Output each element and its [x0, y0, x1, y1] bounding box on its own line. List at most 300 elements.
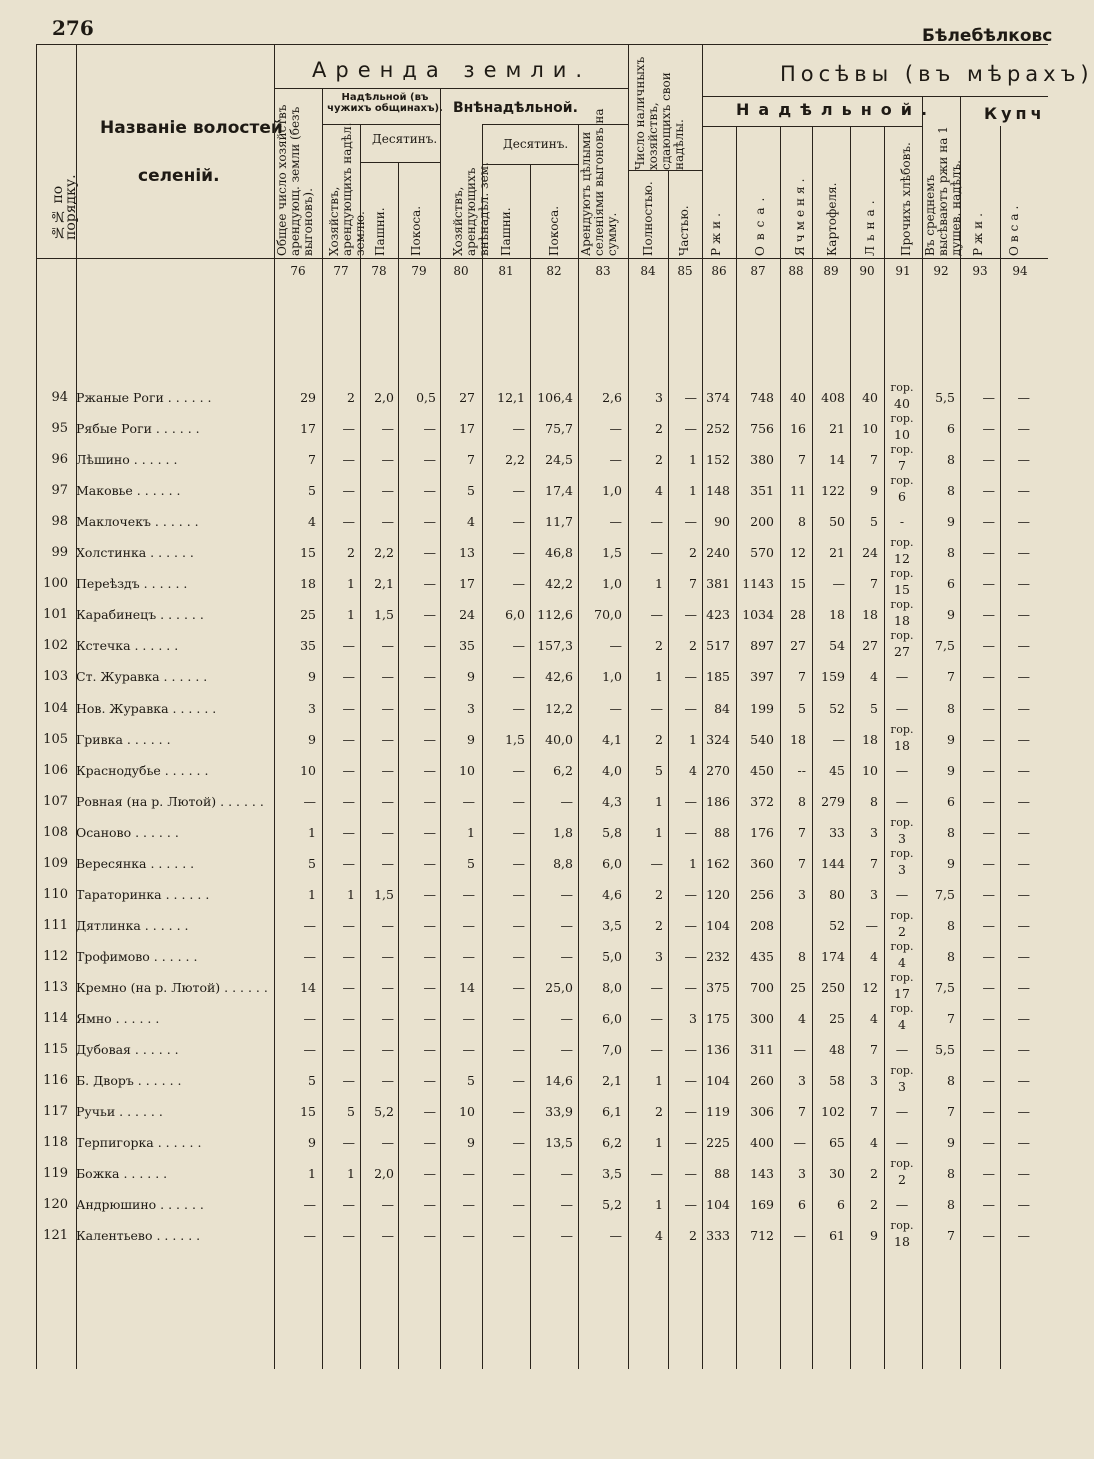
header-nadelnoi: Надѣльной.: [736, 100, 937, 119]
table-cell: —: [303, 1228, 316, 1243]
gor-label: гор.: [890, 909, 914, 922]
table-cell: 8: [947, 825, 955, 840]
column-number: 84: [640, 264, 656, 278]
table-cell: 8,0: [602, 980, 622, 995]
table-cell: —: [684, 390, 697, 405]
table-cell: 7: [947, 1228, 955, 1243]
table-cell: —: [650, 1042, 663, 1057]
table-cell: —: [381, 918, 394, 933]
table-cell: —: [512, 918, 525, 933]
table-cell: 1143: [742, 576, 774, 591]
settlement-name: Калентьево . . . . . .: [76, 1228, 201, 1243]
row-number: 106: [43, 763, 68, 778]
table-cell: 756: [750, 421, 774, 436]
table-cell: 380: [750, 452, 774, 467]
table-cell: —: [423, 1197, 436, 1212]
table-cell: 45: [829, 763, 845, 778]
table-cell: —: [982, 1042, 995, 1057]
gor-label: гор.: [890, 940, 914, 953]
table-cell: —: [982, 669, 995, 684]
table-cell: 104: [706, 1073, 730, 1088]
table-cell: 6,0: [602, 856, 622, 871]
settlement-name: Тараторинка . . . . . .: [76, 887, 210, 902]
table-cell: —: [650, 607, 663, 622]
table-cell: 4: [655, 483, 663, 498]
row-number: 113: [43, 980, 68, 995]
table-cell: 27: [894, 644, 910, 659]
table-cell: —: [512, 421, 525, 436]
table-cell: 1,0: [602, 483, 622, 498]
column-number: 92: [933, 264, 949, 278]
table-cell: 2: [655, 887, 663, 902]
table-cell: 176: [750, 825, 774, 840]
table-cell: —: [423, 576, 436, 591]
table-cell: —: [342, 732, 355, 747]
table-cell: 122: [821, 483, 845, 498]
table-cell: 8: [947, 701, 955, 716]
table-cell: —: [1017, 1073, 1030, 1088]
table-cell: 1: [347, 607, 355, 622]
table-cell: 120: [706, 887, 730, 902]
posevy-subrule: [702, 96, 1048, 97]
table-cell: —: [423, 980, 436, 995]
column-number: 86: [711, 264, 727, 278]
table-cell: —: [342, 1011, 355, 1026]
header-prochikh: Прочихъ хлѣбовъ.: [899, 142, 913, 256]
table-cell: 4,6: [602, 887, 622, 902]
row-number: 104: [43, 701, 68, 716]
header-vnenadelnoi: Внѣнадѣльной.: [453, 100, 578, 116]
table-cell: 30: [829, 1166, 845, 1181]
table-cell: —: [1017, 514, 1030, 529]
table-cell: —: [895, 1197, 909, 1212]
table-cell: 7: [798, 452, 806, 467]
table-cell: 5: [308, 483, 316, 498]
row-number: 107: [43, 794, 68, 809]
table-cell: 106,4: [537, 390, 573, 405]
table-cell: —: [1017, 545, 1030, 560]
row-number: 103: [43, 669, 68, 684]
column-number: 91: [895, 264, 911, 278]
table-cell: —: [865, 918, 878, 933]
table-cell: —: [342, 483, 355, 498]
table-cell: 240: [706, 545, 730, 560]
row-number: 111: [43, 918, 68, 933]
table-cell: 159: [821, 669, 845, 684]
table-cell: 2: [689, 638, 697, 653]
table-cell: 1: [347, 576, 355, 591]
table-cell: 21: [829, 545, 845, 560]
table-cell: —: [512, 949, 525, 964]
column-rule-6: [482, 124, 483, 1369]
row-number: 112: [43, 949, 68, 964]
gor-label: гор.: [890, 723, 914, 736]
table-cell: —: [423, 1073, 436, 1088]
table-cell: 5: [467, 856, 475, 871]
table-cell: —: [342, 514, 355, 529]
column-rule-15: [850, 126, 851, 1369]
header-rent-whole-pastures: Арендуютъ цѣлыми селеніями выгоновъ на сумму.: [579, 108, 619, 256]
table-cell: 4: [870, 669, 878, 684]
table-cell: —: [423, 669, 436, 684]
table-cell: —: [684, 1104, 697, 1119]
table-cell: 104: [706, 918, 730, 933]
gor-label: гор.: [890, 567, 914, 580]
table-cell: —: [982, 732, 995, 747]
table-cell: 5: [467, 1073, 475, 1088]
gor-label: гор.: [890, 847, 914, 860]
table-cell: 18: [790, 732, 806, 747]
table-cell: —: [462, 949, 475, 964]
table-cell: 40: [790, 390, 806, 405]
table-cell: 3: [898, 1079, 906, 1094]
table-cell: —: [982, 1197, 995, 1212]
table-cell: 4: [870, 1135, 878, 1150]
table-cell: 15: [790, 576, 806, 591]
settlement-name: Ручьи . . . . . .: [76, 1104, 163, 1119]
table-cell: —: [381, 514, 394, 529]
table-cell: —: [982, 980, 995, 995]
table-cell: —: [423, 1104, 436, 1119]
table-cell: —: [342, 1228, 355, 1243]
table-cell: 1,8: [553, 825, 573, 840]
table-cell: —: [982, 763, 995, 778]
table-cell: 7,5: [935, 980, 955, 995]
table-cell: 6: [898, 489, 906, 504]
households-subrule: [628, 170, 702, 171]
table-cell: 6: [798, 1197, 806, 1212]
table-cell: 186: [706, 794, 730, 809]
table-cell: —: [381, 1073, 394, 1088]
table-cell: 14: [459, 980, 475, 995]
table-cell: 2,1: [602, 1073, 622, 1088]
table-cell: 16: [790, 421, 806, 436]
table-cell: —: [512, 1073, 525, 1088]
table-cell: 15: [894, 582, 910, 597]
table-cell: 9: [308, 669, 316, 684]
header-polnostyu: Полностью.: [641, 181, 655, 256]
table-cell: 5,0: [602, 949, 622, 964]
table-cell: 80: [829, 887, 845, 902]
table-cell: 9: [308, 1135, 316, 1150]
table-cell: —: [609, 638, 622, 653]
table-cell: 13,5: [545, 1135, 573, 1150]
table-cell: —: [381, 483, 394, 498]
table-cell: 12,2: [545, 701, 573, 716]
table-cell: —: [423, 1042, 436, 1057]
table-cell: 8: [798, 514, 806, 529]
table-cell: —: [895, 701, 909, 716]
nadel-subrule: [322, 124, 440, 125]
table-cell: 88: [714, 825, 730, 840]
table-cell: 27: [459, 390, 475, 405]
table-cell: 54: [829, 638, 845, 653]
table-cell: 3: [798, 887, 806, 902]
table-cell: —: [895, 887, 909, 902]
settlement-name: Ржаные Роги . . . . . .: [76, 390, 212, 405]
table-cell: —: [423, 545, 436, 560]
table-cell: 4: [467, 514, 475, 529]
table-cell: 24: [862, 545, 878, 560]
table-cell: 65: [829, 1135, 845, 1150]
table-cell: 12,1: [497, 390, 525, 405]
table-cell: —: [684, 514, 697, 529]
table-cell: —: [609, 514, 622, 529]
table-cell: 252: [706, 421, 730, 436]
header-kupch-ovsa: Овса.: [1007, 201, 1021, 256]
table-cell: —: [609, 421, 622, 436]
table-cell: 1034: [742, 607, 774, 622]
column-number: 77: [333, 264, 349, 278]
row-number: 95: [51, 421, 68, 436]
table-cell: 712: [750, 1228, 774, 1243]
table-cell: 375: [706, 980, 730, 995]
settlement-name: Маковье . . . . . .: [76, 483, 181, 498]
table-cell: 17: [894, 986, 910, 1001]
column-rule-12: [736, 126, 737, 1369]
table-cell: 374: [706, 390, 730, 405]
table-cell: 7: [798, 856, 806, 871]
header-desyatin-2: Десятинъ.: [503, 137, 569, 151]
table-cell: 2,1: [374, 576, 394, 591]
header-households-renting-vnenadel: Хозяйствъ, арендующихъ внѣнадѣл. зем.: [451, 162, 491, 256]
settlement-name: Кремно (на р. Лютой) . . . . . .: [76, 980, 268, 995]
table-cell: —: [342, 701, 355, 716]
table-cell: 40: [894, 396, 910, 411]
gor-label: гор.: [890, 971, 914, 984]
table-cell: 7: [870, 452, 878, 467]
table-cell: 5: [655, 763, 663, 778]
table-cell: 152: [706, 452, 730, 467]
table-cell: 14,6: [545, 1073, 573, 1088]
table-cell: 2: [689, 1228, 697, 1243]
table-cell: —: [560, 1011, 573, 1026]
table-cell: —: [462, 1197, 475, 1212]
table-cell: —: [684, 669, 697, 684]
row-number: 94: [51, 390, 68, 405]
table-cell: 540: [750, 732, 774, 747]
column-number: 80: [453, 264, 469, 278]
table-cell: —: [381, 980, 394, 995]
row-number: 99: [51, 545, 68, 560]
table-cell: 50: [829, 514, 845, 529]
row-number: 119: [43, 1166, 68, 1181]
table-cell: —: [650, 514, 663, 529]
table-cell: —: [423, 887, 436, 902]
settlement-name: Гривка . . . . . .: [76, 732, 171, 747]
table-cell: 8: [798, 949, 806, 964]
table-cell: 5,2: [374, 1104, 394, 1119]
table-cell: —: [1017, 1042, 1030, 1057]
table-cell: 1: [467, 825, 475, 840]
gor-label: гор.: [890, 443, 914, 456]
table-cell: 10: [862, 421, 878, 436]
table-cell: 2: [655, 638, 663, 653]
table-cell: —: [381, 732, 394, 747]
table-cell: 4: [308, 514, 316, 529]
table-cell: —: [342, 825, 355, 840]
table-cell: —: [982, 452, 995, 467]
table-cell: 25: [790, 980, 806, 995]
table-cell: —: [684, 794, 697, 809]
table-cell: —: [684, 421, 697, 436]
table-cell: —: [512, 1011, 525, 1026]
table-cell: 29: [300, 390, 316, 405]
table-cell: 18: [862, 607, 878, 622]
table-cell: 7: [798, 669, 806, 684]
table-cell: 570: [750, 545, 774, 560]
table-cell: —: [512, 980, 525, 995]
table-cell: 3: [655, 949, 663, 964]
table-cell: 2: [898, 924, 906, 939]
table-cell: 6,0: [505, 607, 525, 622]
table-cell: —: [1017, 1135, 1030, 1150]
table-cell: —: [342, 669, 355, 684]
table-cell: —: [462, 794, 475, 809]
settlement-name: Б. Дворъ . . . . . .: [76, 1073, 182, 1088]
table-cell: 27: [862, 638, 878, 653]
table-cell: —: [303, 949, 316, 964]
table-cell: 397: [750, 669, 774, 684]
header-row-number: №№ по порядку.: [50, 174, 79, 240]
table-cell: 311: [750, 1042, 774, 1057]
settlement-name: Вересянка . . . . . .: [76, 856, 195, 871]
table-cell: 9: [947, 856, 955, 871]
table-cell: —: [423, 1011, 436, 1026]
table-cell: 148: [706, 483, 730, 498]
table-cell: 90: [714, 514, 730, 529]
row-number: 105: [43, 732, 68, 747]
table-cell: —: [895, 1135, 909, 1150]
table-cell: 5: [467, 483, 475, 498]
table-cell: —: [560, 1197, 573, 1212]
table-cell: —: [684, 1073, 697, 1088]
gor-label: гор.: [890, 381, 914, 394]
table-cell: —: [1017, 669, 1030, 684]
column-number: 89: [823, 264, 839, 278]
table-cell: —: [512, 1166, 525, 1181]
row-number: 98: [51, 514, 68, 529]
table-cell: 3: [689, 1011, 697, 1026]
table-cell: —: [512, 669, 525, 684]
table-cell: 3: [798, 1073, 806, 1088]
table-cell: 8: [947, 545, 955, 560]
table-cell: —: [423, 452, 436, 467]
table-cell: 52: [829, 701, 845, 716]
table-cell: 1: [308, 887, 316, 902]
table-cell: 1,0: [602, 576, 622, 591]
table-cell: 279: [821, 794, 845, 809]
table-cell: —: [1017, 576, 1030, 591]
table-cell: 700: [750, 980, 774, 995]
table-cell: —: [462, 1011, 475, 1026]
table-cell: —: [423, 794, 436, 809]
table-cell: —: [423, 1228, 436, 1243]
table-cell: 351: [750, 483, 774, 498]
table-cell: —: [684, 949, 697, 964]
table-cell: 7: [947, 1011, 955, 1026]
table-cell: -: [899, 514, 905, 529]
table-cell: 14: [829, 452, 845, 467]
table-cell: 3: [308, 701, 316, 716]
table-cell: 18: [862, 732, 878, 747]
table-cell: —: [512, 483, 525, 498]
table-cell: 6: [837, 1197, 845, 1212]
table-cell: —: [982, 1104, 995, 1119]
table-cell: 3: [467, 701, 475, 716]
table-cell: 2: [870, 1166, 878, 1181]
settlement-name: Ст. Журавка . . . . . .: [76, 669, 208, 684]
table-cell: —: [342, 1073, 355, 1088]
table-cell: —: [1017, 1104, 1030, 1119]
table-cell: —: [1017, 421, 1030, 436]
table-cell: 18: [894, 613, 910, 628]
table-cell: —: [423, 701, 436, 716]
table-cell: —: [982, 421, 995, 436]
table-cell: 42,2: [545, 576, 573, 591]
header-ovsa: Овса.: [753, 191, 767, 256]
table-cell: 1: [347, 887, 355, 902]
column-number: 76: [290, 264, 306, 278]
table-cell: 1,5: [505, 732, 525, 747]
table-cell: 25: [829, 1011, 845, 1026]
table-cell: 8: [947, 1073, 955, 1088]
table-cell: 7: [947, 1104, 955, 1119]
vnenadel-subrule: [482, 124, 628, 125]
table-cell: —: [982, 545, 995, 560]
gor-label: гор.: [890, 412, 914, 425]
table-cell: 3: [898, 862, 906, 877]
table-cell: —: [982, 949, 995, 964]
table-cell: 58: [829, 1073, 845, 1088]
table-cell: 748: [750, 390, 774, 405]
table-cell: 6: [947, 576, 955, 591]
table-cell: —: [982, 887, 995, 902]
table-cell: —: [512, 1135, 525, 1150]
table-cell: —: [1017, 763, 1030, 778]
table-cell: 7: [467, 452, 475, 467]
column-number: 81: [498, 264, 514, 278]
table-cell: 4,3: [602, 794, 622, 809]
table-cell: 25,0: [545, 980, 573, 995]
column-rule-13: [780, 126, 781, 1369]
table-cell: 381: [706, 576, 730, 591]
table-cell: 9: [308, 732, 316, 747]
table-cell: 1: [689, 856, 697, 871]
row-number: 97: [51, 483, 68, 498]
table-cell: —: [1017, 887, 1030, 902]
table-cell: —: [512, 545, 525, 560]
table-cell: 1: [689, 452, 697, 467]
table-cell: 9: [467, 1135, 475, 1150]
table-cell: —: [982, 514, 995, 529]
table-cell: 256: [750, 887, 774, 902]
table-cell: 143: [750, 1166, 774, 1181]
table-cell: —: [512, 701, 525, 716]
table-cell: 2: [898, 1172, 906, 1187]
table-cell: —: [1017, 1166, 1030, 1181]
table-cell: —: [381, 825, 394, 840]
table-cell: 11: [790, 483, 806, 498]
gor-label: гор.: [890, 629, 914, 642]
table-cell: 260: [750, 1073, 774, 1088]
table-cell: 1: [655, 825, 663, 840]
table-cell: 12: [894, 551, 910, 566]
table-cell: 2: [347, 545, 355, 560]
table-cell: 6: [947, 794, 955, 809]
table-cell: 5,5: [935, 1042, 955, 1057]
table-cell: 7: [798, 1104, 806, 1119]
